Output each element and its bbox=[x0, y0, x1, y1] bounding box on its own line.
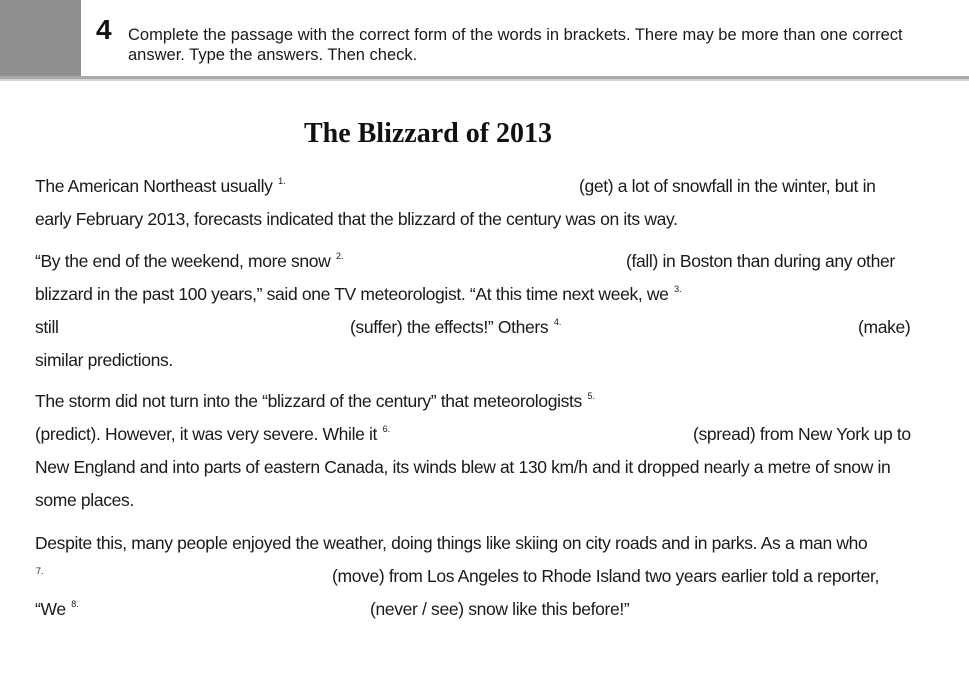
text-segment: (never / see) snow like this before!” bbox=[370, 599, 630, 619]
text-segment bbox=[35, 560, 44, 593]
passage-line bbox=[35, 593, 935, 626]
passage-line bbox=[35, 203, 935, 236]
answer-input-5[interactable] bbox=[625, 389, 929, 417]
text-segment: some places. bbox=[35, 490, 134, 510]
text-segment: (spread) from New York up to bbox=[693, 424, 911, 444]
text-segment: New England and into parts of eastern Canada, its winds blew at 130 km/h and it dropped nearly a metre of snow in bbox=[35, 457, 891, 477]
text-segment bbox=[35, 278, 682, 311]
text-fragment: blizzard in the past 100 years,” said one TV meteorologist. “At this time next week, we bbox=[35, 284, 669, 304]
text-segment bbox=[350, 311, 561, 344]
text-segment bbox=[35, 418, 390, 451]
text-segment: Despite this, many people enjoyed the weather, doing things like skiing on city roads and in parks. As a man who bbox=[35, 533, 868, 553]
task-instruction: Complete the passage with the correct form of the words in brackets. There may be more than one correct answer. Type the answers. Then check. bbox=[128, 26, 903, 64]
passage-line bbox=[35, 451, 935, 484]
passage-line bbox=[35, 560, 935, 593]
text-fragment: “We bbox=[35, 599, 66, 619]
passage-line bbox=[35, 385, 935, 418]
gap-number: 6. bbox=[382, 424, 391, 434]
answer-input-1[interactable] bbox=[297, 174, 577, 202]
text-segment bbox=[35, 385, 595, 418]
gap-number: 5. bbox=[587, 391, 595, 401]
gap-number: 4. bbox=[553, 317, 562, 327]
text-segment: still bbox=[35, 317, 59, 337]
text-segment bbox=[35, 245, 343, 278]
answer-input-6[interactable] bbox=[415, 422, 689, 450]
text-fragment: The storm did not turn into the “blizzard of the century” that meteorologists bbox=[35, 391, 582, 411]
passage-line bbox=[35, 311, 935, 344]
passage-line bbox=[35, 484, 935, 517]
passage-title: The Blizzard of 2013 bbox=[303, 118, 553, 149]
text-segment: (get) a lot of snowfall in the winter, but in bbox=[579, 176, 876, 196]
text-segment bbox=[35, 593, 79, 626]
gap-number: 1. bbox=[278, 176, 286, 186]
answer-input-3[interactable] bbox=[71, 315, 345, 343]
passage-line bbox=[35, 344, 935, 377]
text-segment: similar predictions. bbox=[35, 350, 173, 370]
gap-number: 8. bbox=[71, 599, 79, 609]
answer-input-7[interactable] bbox=[49, 564, 333, 592]
text-segment: (move) from Los Angeles to Rhode Island two years earlier told a reporter, bbox=[332, 566, 880, 586]
text-segment: early February 2013, forecasts indicated that the blizzard of the century was on its way. bbox=[35, 209, 678, 229]
header-accent-block bbox=[0, 0, 81, 76]
passage-line bbox=[35, 245, 935, 278]
text-fragment: The American Northeast usually bbox=[35, 176, 273, 196]
text-segment bbox=[35, 170, 286, 203]
answer-input-4[interactable] bbox=[580, 315, 854, 343]
text-segment: (fall) in Boston than during any other bbox=[626, 251, 895, 271]
gap-number: 3. bbox=[674, 284, 682, 294]
text-fragment: “By the end of the weekend, more snow bbox=[35, 251, 331, 271]
task-number: 4 bbox=[96, 14, 112, 45]
passage-line bbox=[35, 170, 935, 203]
text-fragment: (predict). However, it was very severe. While it bbox=[35, 424, 378, 444]
passage-line bbox=[35, 418, 935, 451]
gap-number: 7. bbox=[36, 566, 44, 576]
gap-number: 2. bbox=[335, 251, 344, 261]
text-segment: (make) bbox=[858, 317, 911, 337]
answer-input-2[interactable] bbox=[345, 249, 625, 277]
header-divider-shadow bbox=[0, 79, 969, 81]
answer-input-8[interactable] bbox=[91, 597, 365, 625]
text-fragment: (suffer) the effects!” Others bbox=[350, 317, 549, 337]
passage-line bbox=[35, 527, 935, 560]
passage-line bbox=[35, 278, 935, 311]
